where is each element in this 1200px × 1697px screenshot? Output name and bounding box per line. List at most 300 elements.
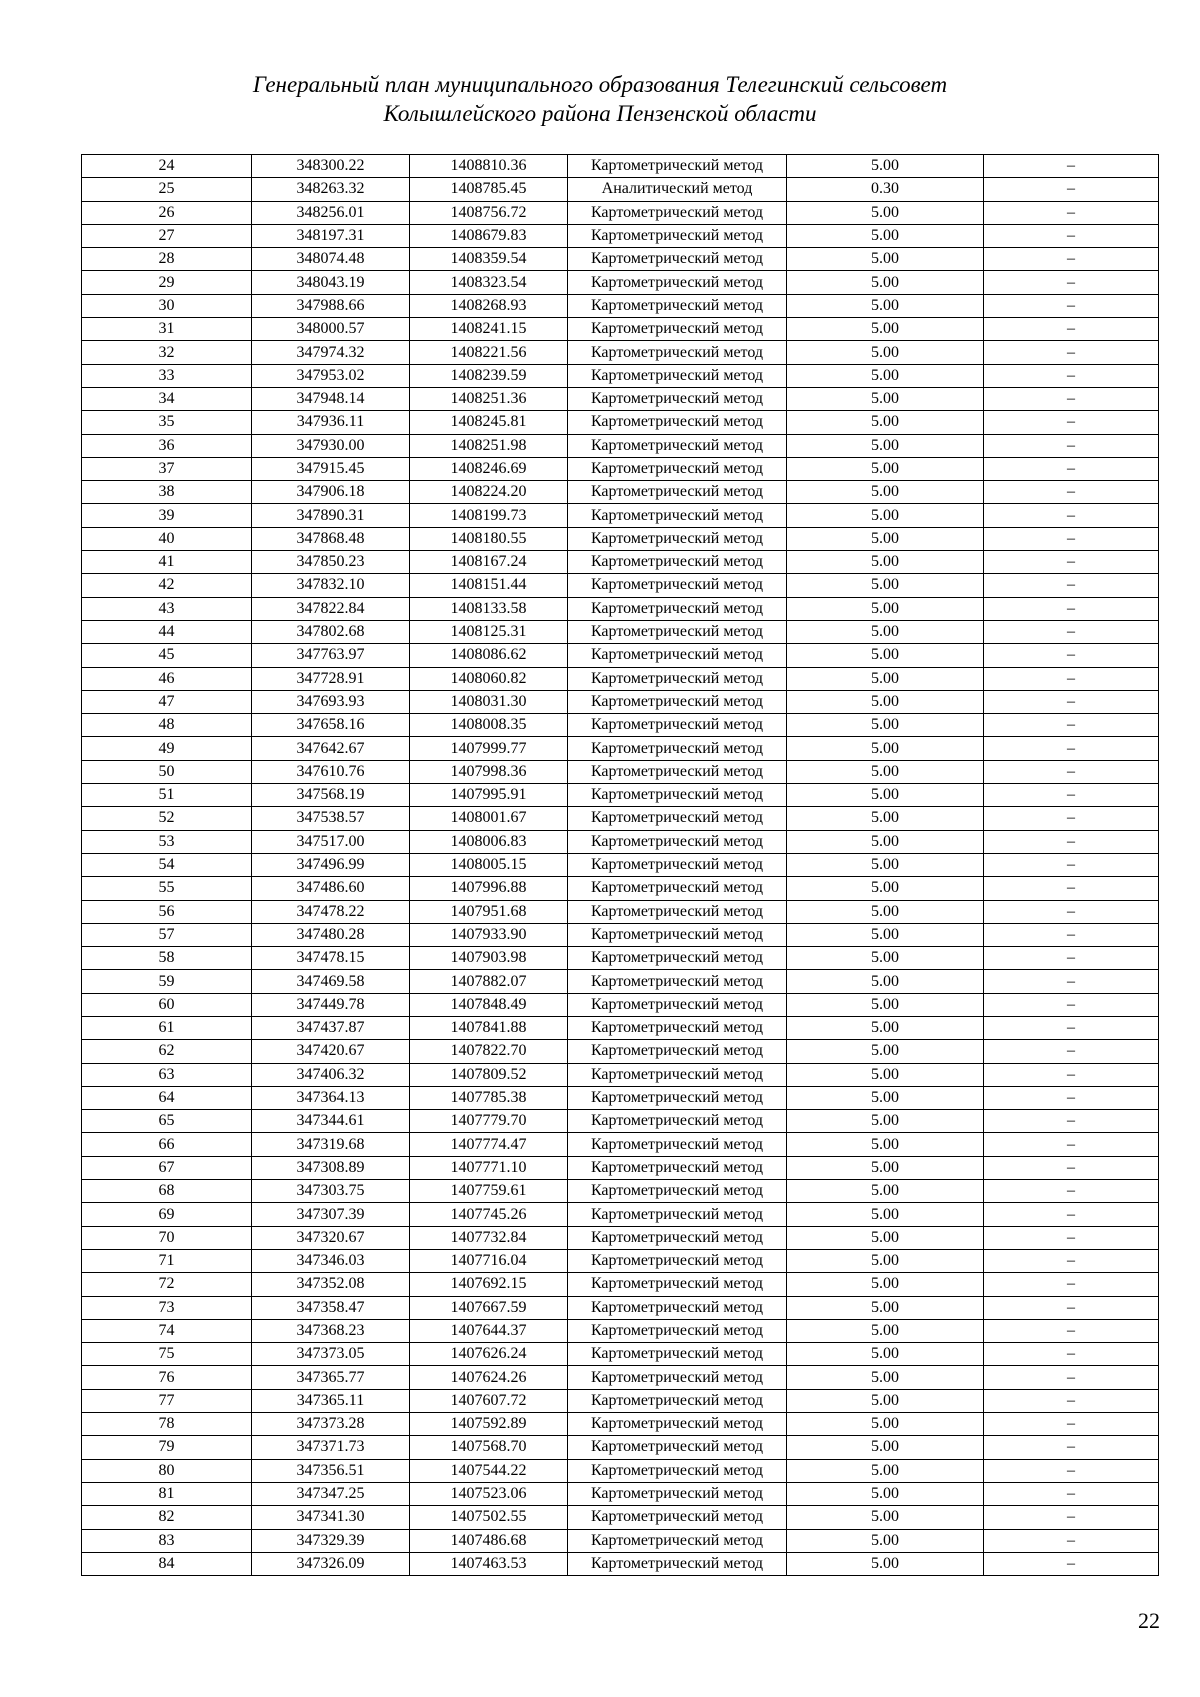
point-number-cell: 50	[82, 760, 252, 783]
x-coordinate-cell: 347347.25	[252, 1482, 410, 1505]
x-coordinate-cell: 347303.75	[252, 1180, 410, 1203]
determination-method-cell: Картометрический метод	[568, 1459, 787, 1482]
x-coordinate-cell: 348000.57	[252, 318, 410, 341]
accuracy-value-cell: 5.00	[787, 271, 984, 294]
table-row	[82, 1436, 1159, 1459]
accuracy-value-cell: 5.00	[787, 1110, 984, 1133]
determination-method-cell: Картометрический метод	[568, 457, 787, 480]
determination-method-cell: Картометрический метод	[568, 434, 787, 457]
point-number-cell: 77	[82, 1389, 252, 1412]
note-cell: –	[984, 1133, 1159, 1156]
determination-method-cell: Картометрический метод	[568, 1016, 787, 1039]
note-cell: –	[984, 690, 1159, 713]
note-cell: –	[984, 667, 1159, 690]
accuracy-value-cell: 5.00	[787, 504, 984, 527]
table-row	[82, 1110, 1159, 1133]
y-coordinate-cell: 1407667.59	[410, 1296, 568, 1319]
note-cell: –	[984, 1413, 1159, 1436]
x-coordinate-cell: 347365.11	[252, 1389, 410, 1412]
y-coordinate-cell: 1408060.82	[410, 667, 568, 690]
note-cell: –	[984, 1249, 1159, 1272]
y-coordinate-cell: 1407692.15	[410, 1273, 568, 1296]
y-coordinate-cell: 1408679.83	[410, 224, 568, 247]
point-number-cell: 30	[82, 294, 252, 317]
point-number-cell: 58	[82, 947, 252, 970]
determination-method-cell: Картометрический метод	[568, 807, 787, 830]
x-coordinate-cell: 347802.68	[252, 620, 410, 643]
x-coordinate-cell: 347307.39	[252, 1203, 410, 1226]
determination-method-cell: Картометрический метод	[568, 201, 787, 224]
y-coordinate-cell: 1407809.52	[410, 1063, 568, 1086]
y-coordinate-cell: 1408086.62	[410, 644, 568, 667]
note-cell: –	[984, 1529, 1159, 1552]
determination-method-cell: Картометрический метод	[568, 1343, 787, 1366]
table-row	[82, 201, 1159, 224]
table-row	[82, 574, 1159, 597]
accuracy-value-cell: 0.30	[787, 178, 984, 201]
accuracy-value-cell: 5.00	[787, 294, 984, 317]
point-number-cell: 52	[82, 807, 252, 830]
y-coordinate-cell: 1408359.54	[410, 248, 568, 271]
point-number-cell: 25	[82, 178, 252, 201]
accuracy-value-cell: 5.00	[787, 737, 984, 760]
note-cell: –	[984, 201, 1159, 224]
determination-method-cell: Картометрический метод	[568, 830, 787, 853]
x-coordinate-cell: 347478.22	[252, 900, 410, 923]
determination-method-cell: Картометрический метод	[568, 364, 787, 387]
y-coordinate-cell: 1408151.44	[410, 574, 568, 597]
point-number-cell: 67	[82, 1156, 252, 1179]
determination-method-cell: Картометрический метод	[568, 481, 787, 504]
table-row	[82, 1296, 1159, 1319]
x-coordinate-cell: 347373.28	[252, 1413, 410, 1436]
note-cell: –	[984, 551, 1159, 574]
table-row	[82, 830, 1159, 853]
note-cell: –	[984, 1459, 1159, 1482]
point-number-cell: 34	[82, 387, 252, 410]
determination-method-cell: Картометрический метод	[568, 970, 787, 993]
note-cell: –	[984, 341, 1159, 364]
point-number-cell: 33	[82, 364, 252, 387]
y-coordinate-cell: 1408005.15	[410, 853, 568, 876]
point-number-cell: 74	[82, 1319, 252, 1342]
y-coordinate-cell: 1408221.56	[410, 341, 568, 364]
determination-method-cell: Картометрический метод	[568, 690, 787, 713]
coordinates-table-body	[82, 155, 1159, 1576]
point-number-cell: 75	[82, 1343, 252, 1366]
x-coordinate-cell: 347356.51	[252, 1459, 410, 1482]
table-row	[82, 597, 1159, 620]
note-cell: –	[984, 923, 1159, 946]
accuracy-value-cell: 5.00	[787, 574, 984, 597]
x-coordinate-cell: 347832.10	[252, 574, 410, 597]
determination-method-cell: Картометрический метод	[568, 1110, 787, 1133]
determination-method-cell: Картометрический метод	[568, 1436, 787, 1459]
y-coordinate-cell: 1407903.98	[410, 947, 568, 970]
x-coordinate-cell: 347326.09	[252, 1552, 410, 1575]
x-coordinate-cell: 347368.23	[252, 1319, 410, 1342]
table-row	[82, 737, 1159, 760]
point-number-cell: 66	[82, 1133, 252, 1156]
table-row	[82, 1249, 1159, 1272]
point-number-cell: 39	[82, 504, 252, 527]
y-coordinate-cell: 1408323.54	[410, 271, 568, 294]
x-coordinate-cell: 348263.32	[252, 178, 410, 201]
y-coordinate-cell: 1407995.91	[410, 784, 568, 807]
determination-method-cell: Картометрический метод	[568, 1040, 787, 1063]
y-coordinate-cell: 1407785.38	[410, 1086, 568, 1109]
accuracy-value-cell: 5.00	[787, 341, 984, 364]
point-number-cell: 46	[82, 667, 252, 690]
table-row	[82, 1482, 1159, 1505]
determination-method-cell: Картометрический метод	[568, 1529, 787, 1552]
x-coordinate-cell: 347320.67	[252, 1226, 410, 1249]
note-cell: –	[984, 527, 1159, 550]
point-number-cell: 31	[82, 318, 252, 341]
table-row	[82, 667, 1159, 690]
accuracy-value-cell: 5.00	[787, 1133, 984, 1156]
note-cell: –	[984, 1389, 1159, 1412]
note-cell: –	[984, 1086, 1159, 1109]
accuracy-value-cell: 5.00	[787, 1063, 984, 1086]
note-cell: –	[984, 830, 1159, 853]
determination-method-cell: Картометрический метод	[568, 1249, 787, 1272]
y-coordinate-cell: 1407732.84	[410, 1226, 568, 1249]
accuracy-value-cell: 5.00	[787, 1366, 984, 1389]
determination-method-cell: Картометрический метод	[568, 271, 787, 294]
determination-method-cell: Картометрический метод	[568, 341, 787, 364]
accuracy-value-cell: 5.00	[787, 760, 984, 783]
table-row	[82, 1366, 1159, 1389]
note-cell: –	[984, 1506, 1159, 1529]
point-number-cell: 63	[82, 1063, 252, 1086]
table-row	[82, 1319, 1159, 1342]
accuracy-value-cell: 5.00	[787, 248, 984, 271]
note-cell: –	[984, 1436, 1159, 1459]
table-row	[82, 271, 1159, 294]
accuracy-value-cell: 5.00	[787, 784, 984, 807]
x-coordinate-cell: 347496.99	[252, 853, 410, 876]
point-number-cell: 28	[82, 248, 252, 271]
point-number-cell: 24	[82, 155, 252, 178]
table-row	[82, 784, 1159, 807]
table-row	[82, 1343, 1159, 1366]
table-row	[82, 551, 1159, 574]
table-row	[82, 224, 1159, 247]
x-coordinate-cell: 347850.23	[252, 551, 410, 574]
table-row	[82, 434, 1159, 457]
table-row	[82, 527, 1159, 550]
determination-method-cell: Картометрический метод	[568, 574, 787, 597]
table-row	[82, 1273, 1159, 1296]
point-number-cell: 36	[82, 434, 252, 457]
y-coordinate-cell: 1407592.89	[410, 1413, 568, 1436]
accuracy-value-cell: 5.00	[787, 364, 984, 387]
accuracy-value-cell: 5.00	[787, 1249, 984, 1272]
table-row	[82, 1226, 1159, 1249]
point-number-cell: 79	[82, 1436, 252, 1459]
note-cell: –	[984, 155, 1159, 178]
point-number-cell: 43	[82, 597, 252, 620]
note-cell: –	[984, 947, 1159, 970]
x-coordinate-cell: 347480.28	[252, 923, 410, 946]
note-cell: –	[984, 1296, 1159, 1319]
table-row	[82, 900, 1159, 923]
note-cell: –	[984, 387, 1159, 410]
note-cell: –	[984, 1180, 1159, 1203]
point-number-cell: 73	[82, 1296, 252, 1319]
table-row	[82, 714, 1159, 737]
note-cell: –	[984, 178, 1159, 201]
determination-method-cell: Картометрический метод	[568, 318, 787, 341]
point-number-cell: 80	[82, 1459, 252, 1482]
accuracy-value-cell: 5.00	[787, 1482, 984, 1505]
accuracy-value-cell: 5.00	[787, 1156, 984, 1179]
determination-method-cell: Картометрический метод	[568, 947, 787, 970]
accuracy-value-cell: 5.00	[787, 667, 984, 690]
determination-method-cell: Картометрический метод	[568, 1156, 787, 1179]
y-coordinate-cell: 1408246.69	[410, 457, 568, 480]
determination-method-cell: Картометрический метод	[568, 1226, 787, 1249]
note-cell: –	[984, 1040, 1159, 1063]
point-number-cell: 61	[82, 1016, 252, 1039]
point-number-cell: 81	[82, 1482, 252, 1505]
x-coordinate-cell: 347988.66	[252, 294, 410, 317]
determination-method-cell: Картометрический метод	[568, 1086, 787, 1109]
y-coordinate-cell: 1407822.70	[410, 1040, 568, 1063]
y-coordinate-cell: 1407996.88	[410, 877, 568, 900]
note-cell: –	[984, 1063, 1159, 1086]
y-coordinate-cell: 1407774.47	[410, 1133, 568, 1156]
point-number-cell: 32	[82, 341, 252, 364]
note-cell: –	[984, 1226, 1159, 1249]
point-number-cell: 27	[82, 224, 252, 247]
table-row	[82, 504, 1159, 527]
determination-method-cell: Картометрический метод	[568, 993, 787, 1016]
y-coordinate-cell: 1408031.30	[410, 690, 568, 713]
x-coordinate-cell: 347373.05	[252, 1343, 410, 1366]
x-coordinate-cell: 347365.77	[252, 1366, 410, 1389]
table-row	[82, 1040, 1159, 1063]
point-number-cell: 42	[82, 574, 252, 597]
determination-method-cell: Картометрический метод	[568, 620, 787, 643]
table-row	[82, 853, 1159, 876]
header-title-line1: Генеральный план муниципального образования Телегинский сельсовет	[252, 72, 948, 97]
y-coordinate-cell: 1408251.36	[410, 387, 568, 410]
coordinates-table	[81, 154, 1159, 1576]
y-coordinate-cell: 1408006.83	[410, 830, 568, 853]
point-number-cell: 70	[82, 1226, 252, 1249]
accuracy-value-cell: 5.00	[787, 1506, 984, 1529]
y-coordinate-cell: 1408133.58	[410, 597, 568, 620]
table-row	[82, 178, 1159, 201]
note-cell: –	[984, 481, 1159, 504]
x-coordinate-cell: 347437.87	[252, 1016, 410, 1039]
accuracy-value-cell: 5.00	[787, 1459, 984, 1482]
determination-method-cell: Картометрический метод	[568, 224, 787, 247]
determination-method-cell: Картометрический метод	[568, 411, 787, 434]
x-coordinate-cell: 347538.57	[252, 807, 410, 830]
determination-method-cell: Картометрический метод	[568, 923, 787, 946]
x-coordinate-cell: 347763.97	[252, 644, 410, 667]
accuracy-value-cell: 5.00	[787, 201, 984, 224]
x-coordinate-cell: 347486.60	[252, 877, 410, 900]
point-number-cell: 82	[82, 1506, 252, 1529]
accuracy-value-cell: 5.00	[787, 970, 984, 993]
x-coordinate-cell: 347868.48	[252, 527, 410, 550]
point-number-cell: 59	[82, 970, 252, 993]
point-number-cell: 71	[82, 1249, 252, 1272]
point-number-cell: 76	[82, 1366, 252, 1389]
x-coordinate-cell: 347974.32	[252, 341, 410, 364]
x-coordinate-cell: 347517.00	[252, 830, 410, 853]
determination-method-cell: Картометрический метод	[568, 527, 787, 550]
accuracy-value-cell: 5.00	[787, 155, 984, 178]
determination-method-cell: Картометрический метод	[568, 248, 787, 271]
accuracy-value-cell: 5.00	[787, 597, 984, 620]
table-row	[82, 411, 1159, 434]
x-coordinate-cell: 347371.73	[252, 1436, 410, 1459]
note-cell: –	[984, 1552, 1159, 1575]
accuracy-value-cell: 5.00	[787, 527, 984, 550]
table-row	[82, 481, 1159, 504]
point-number-cell: 37	[82, 457, 252, 480]
x-coordinate-cell: 347364.13	[252, 1086, 410, 1109]
note-cell: –	[984, 853, 1159, 876]
table-row	[82, 1389, 1159, 1412]
y-coordinate-cell: 1407502.55	[410, 1506, 568, 1529]
accuracy-value-cell: 5.00	[787, 1226, 984, 1249]
table-row	[82, 1086, 1159, 1109]
x-coordinate-cell: 348043.19	[252, 271, 410, 294]
table-row	[82, 1552, 1159, 1575]
determination-method-cell: Картометрический метод	[568, 784, 787, 807]
x-coordinate-cell: 347358.47	[252, 1296, 410, 1319]
accuracy-value-cell: 5.00	[787, 1203, 984, 1226]
determination-method-cell: Картометрический метод	[568, 504, 787, 527]
point-number-cell: 60	[82, 993, 252, 1016]
determination-method-cell: Аналитический метод	[568, 178, 787, 201]
y-coordinate-cell: 1408756.72	[410, 201, 568, 224]
x-coordinate-cell: 347329.39	[252, 1529, 410, 1552]
y-coordinate-cell: 1408268.93	[410, 294, 568, 317]
y-coordinate-cell: 1407848.49	[410, 993, 568, 1016]
x-coordinate-cell: 347906.18	[252, 481, 410, 504]
determination-method-cell: Картометрический метод	[568, 294, 787, 317]
point-number-cell: 48	[82, 714, 252, 737]
header-title-line2: Колышлейского района Пензенской области	[383, 101, 817, 126]
y-coordinate-cell: 1407771.10	[410, 1156, 568, 1179]
accuracy-value-cell: 5.00	[787, 900, 984, 923]
y-coordinate-cell: 1407933.90	[410, 923, 568, 946]
y-coordinate-cell: 1408180.55	[410, 527, 568, 550]
determination-method-cell: Картометрический метод	[568, 1203, 787, 1226]
point-number-cell: 68	[82, 1180, 252, 1203]
point-number-cell: 38	[82, 481, 252, 504]
note-cell: –	[984, 784, 1159, 807]
point-number-cell: 35	[82, 411, 252, 434]
x-coordinate-cell: 347478.15	[252, 947, 410, 970]
x-coordinate-cell: 348256.01	[252, 201, 410, 224]
accuracy-value-cell: 5.00	[787, 1529, 984, 1552]
point-number-cell: 29	[82, 271, 252, 294]
y-coordinate-cell: 1408125.31	[410, 620, 568, 643]
accuracy-value-cell: 5.00	[787, 1180, 984, 1203]
determination-method-cell: Картометрический метод	[568, 1319, 787, 1342]
accuracy-value-cell: 5.00	[787, 714, 984, 737]
x-coordinate-cell: 347915.45	[252, 457, 410, 480]
accuracy-value-cell: 5.00	[787, 411, 984, 434]
table-row	[82, 248, 1159, 271]
y-coordinate-cell: 1408239.59	[410, 364, 568, 387]
x-coordinate-cell: 347346.03	[252, 1249, 410, 1272]
table-row	[82, 807, 1159, 830]
note-cell: –	[984, 271, 1159, 294]
note-cell: –	[984, 248, 1159, 271]
accuracy-value-cell: 5.00	[787, 1016, 984, 1039]
table-row	[82, 457, 1159, 480]
accuracy-value-cell: 5.00	[787, 1296, 984, 1319]
y-coordinate-cell: 1408224.20	[410, 481, 568, 504]
table-row	[82, 1156, 1159, 1179]
table-row	[82, 644, 1159, 667]
determination-method-cell: Картометрический метод	[568, 1273, 787, 1296]
x-coordinate-cell: 347642.67	[252, 737, 410, 760]
determination-method-cell: Картометрический метод	[568, 1133, 787, 1156]
determination-method-cell: Картометрический метод	[568, 853, 787, 876]
note-cell: –	[984, 737, 1159, 760]
x-coordinate-cell: 347953.02	[252, 364, 410, 387]
point-number-cell: 40	[82, 527, 252, 550]
table-row	[82, 387, 1159, 410]
determination-method-cell: Картометрический метод	[568, 737, 787, 760]
point-number-cell: 72	[82, 1273, 252, 1296]
x-coordinate-cell: 347936.11	[252, 411, 410, 434]
y-coordinate-cell: 1407759.61	[410, 1180, 568, 1203]
table-row	[82, 1459, 1159, 1482]
determination-method-cell: Картометрический метод	[568, 1366, 787, 1389]
accuracy-value-cell: 5.00	[787, 457, 984, 480]
y-coordinate-cell: 1407626.24	[410, 1343, 568, 1366]
point-number-cell: 53	[82, 830, 252, 853]
x-coordinate-cell: 347890.31	[252, 504, 410, 527]
y-coordinate-cell: 1407999.77	[410, 737, 568, 760]
table-row	[82, 318, 1159, 341]
document-header	[0, 70, 1200, 128]
x-coordinate-cell: 347319.68	[252, 1133, 410, 1156]
x-coordinate-cell: 347948.14	[252, 387, 410, 410]
determination-method-cell: Картометрический метод	[568, 760, 787, 783]
x-coordinate-cell: 347308.89	[252, 1156, 410, 1179]
note-cell: –	[984, 574, 1159, 597]
determination-method-cell: Картометрический метод	[568, 597, 787, 620]
table-row	[82, 1133, 1159, 1156]
determination-method-cell: Картометрический метод	[568, 714, 787, 737]
x-coordinate-cell: 347930.00	[252, 434, 410, 457]
accuracy-value-cell: 5.00	[787, 644, 984, 667]
determination-method-cell: Картометрический метод	[568, 877, 787, 900]
y-coordinate-cell: 1408241.15	[410, 318, 568, 341]
y-coordinate-cell: 1407544.22	[410, 1459, 568, 1482]
x-coordinate-cell: 347420.67	[252, 1040, 410, 1063]
table-row	[82, 1203, 1159, 1226]
y-coordinate-cell: 1408199.73	[410, 504, 568, 527]
accuracy-value-cell: 5.00	[787, 830, 984, 853]
accuracy-value-cell: 5.00	[787, 993, 984, 1016]
table-row	[82, 1063, 1159, 1086]
note-cell: –	[984, 644, 1159, 667]
x-coordinate-cell: 347658.16	[252, 714, 410, 737]
